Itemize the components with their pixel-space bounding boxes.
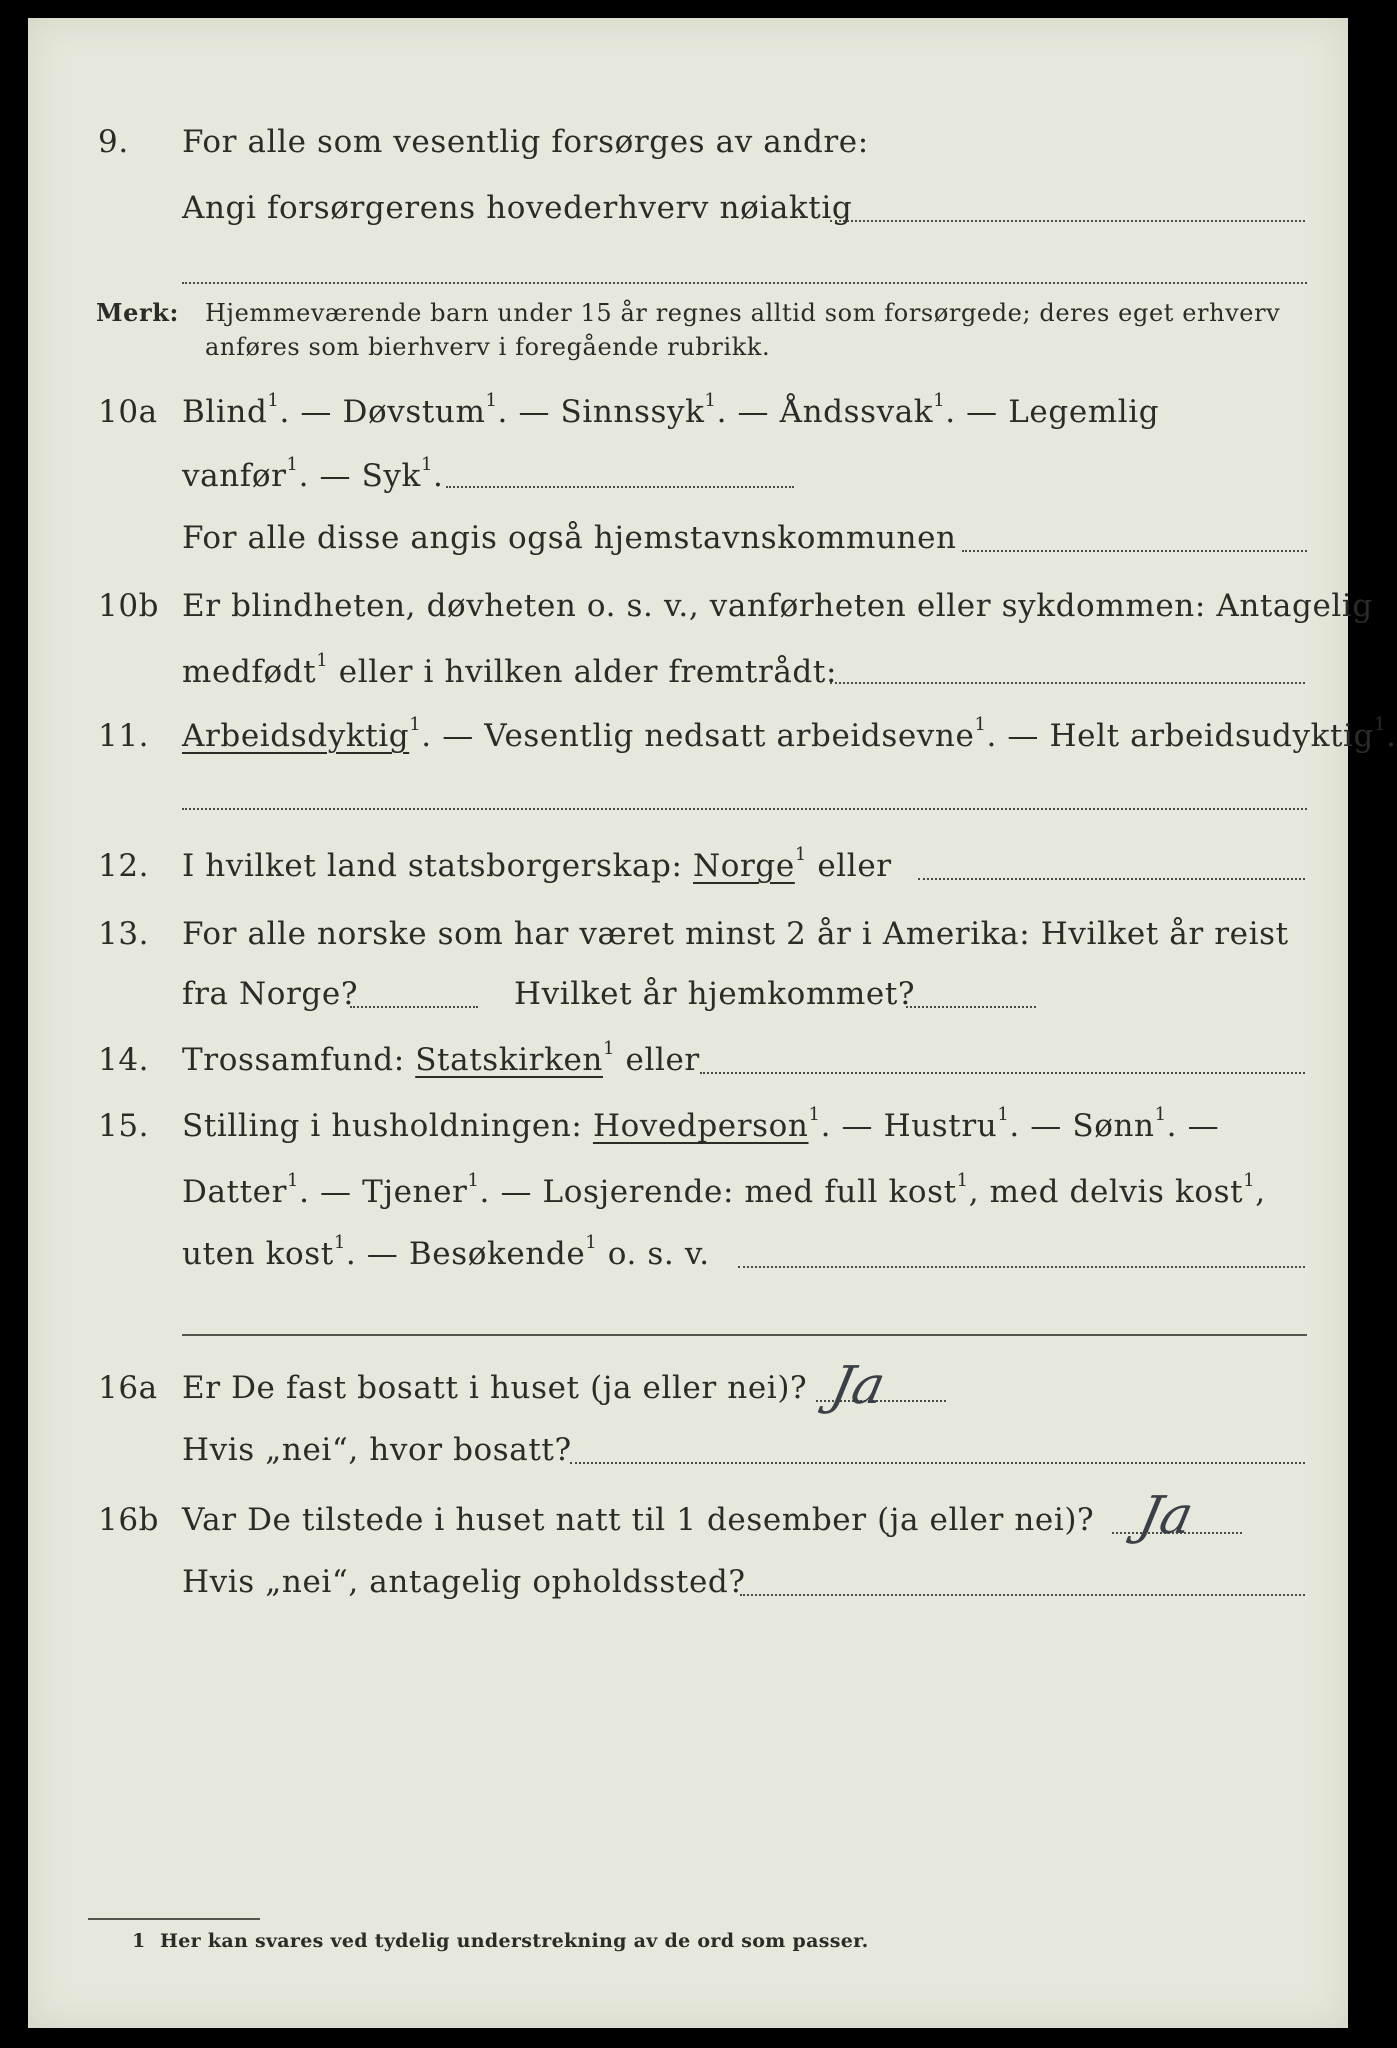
merk-text-2: anføres som bierhverv i foregående rubrikk. xyxy=(205,333,771,361)
q13-left: fra Norge? xyxy=(182,976,359,1012)
q13-line2 xyxy=(0,968,1379,1020)
sup: 1 xyxy=(794,844,807,865)
opt-norge[interactable]: Norge xyxy=(693,848,795,884)
q10a-line1 xyxy=(0,386,1379,438)
sup: 1 xyxy=(1243,1170,1256,1191)
q15-answer-field-2[interactable] xyxy=(182,1334,1307,1336)
opt-statskirken[interactable]: Statskirken xyxy=(415,1042,603,1078)
q10a-options: Blind$^1$. — Døvstum$^1$. — Sinnssyk$^1$. — Åndssvak$^1$. — Legemlig xyxy=(182,390,1160,430)
q9-text: For alle som vesentlig forsørges av andre: xyxy=(182,124,869,160)
dash: — xyxy=(319,458,352,494)
q14-line xyxy=(0,1034,1379,1086)
q15-osv: o. s. v. xyxy=(607,1236,710,1272)
q13-right: Hvilket år hjemkommet? xyxy=(514,976,916,1012)
dash: — xyxy=(1030,1108,1062,1144)
q15-line1 xyxy=(0,1100,1379,1152)
q11-line xyxy=(0,710,1397,762)
sup: 1 xyxy=(933,390,946,411)
q16b-location-field[interactable] xyxy=(740,1594,1305,1596)
q10b-line2 xyxy=(0,646,1379,698)
opt-nedsatt[interactable]: Vesentlig nedsatt arbeidsevne xyxy=(484,718,975,754)
q10a-line3 xyxy=(0,512,1379,564)
opt-hovedperson[interactable]: Hovedperson xyxy=(592,1108,809,1144)
opt-tjener[interactable]: Tjener xyxy=(362,1174,468,1210)
q12-text xyxy=(182,840,892,892)
sup: 1 xyxy=(485,390,498,411)
opt-vanfor[interactable]: vanfør xyxy=(182,458,287,494)
sup: 1 xyxy=(267,390,280,411)
q10a-answer-field[interactable] xyxy=(446,486,794,488)
sup: 1 xyxy=(997,1104,1010,1125)
merk-line2 xyxy=(0,330,1379,382)
opt-legemlig[interactable]: Legemlig xyxy=(1008,394,1160,430)
opt-medfodt[interactable]: medfødt xyxy=(182,654,317,690)
q16b-number: 16b xyxy=(98,1502,160,1538)
sup: 1 xyxy=(585,1232,598,1253)
q10b-text-2 xyxy=(182,646,837,698)
q10a-hometown-field[interactable] xyxy=(962,550,1307,552)
q10a-text-3: For alle disse angis også hjemstavnskommunen xyxy=(182,520,957,556)
q10a-line2 xyxy=(0,450,1379,502)
q16b-text: Var De tilstede i huset natt til 1 desember (ja eller nei)? xyxy=(182,1502,1095,1538)
opt-blind[interactable]: Blind xyxy=(182,394,268,430)
opt-uten-kost[interactable]: uten kost xyxy=(182,1236,334,1272)
q10a-options-2: vanfør$^1$. — Syk$^1$. xyxy=(182,454,444,494)
q15-answer-field[interactable] xyxy=(738,1266,1305,1268)
footnote-mark: 1 xyxy=(132,1930,146,1952)
opt-syk[interactable]: Syk xyxy=(361,458,421,494)
sup: 1 xyxy=(316,650,329,671)
q10b-answer-field[interactable] xyxy=(830,682,1305,684)
opt-andssvak[interactable]: Åndssvak xyxy=(779,394,934,430)
opt-full-kost[interactable]: med full kost xyxy=(744,1174,957,1210)
dash: — xyxy=(518,394,551,430)
q16a-handwritten-answer: Ja xyxy=(825,1356,891,1416)
sup: 1 xyxy=(286,454,299,475)
q9-number: 9. xyxy=(98,124,129,160)
q14-eller: eller xyxy=(625,1042,700,1078)
q16b-handwritten-answer: Ja xyxy=(1133,1486,1199,1546)
sup: 1 xyxy=(974,714,987,735)
opt-datter[interactable]: Datter xyxy=(182,1174,288,1210)
q15-number: 15. xyxy=(98,1108,150,1144)
q15-losjerende: Losjerende: xyxy=(542,1174,735,1210)
q13-text: For alle norske som har været minst 2 år i Amerika: Hvilket år reist xyxy=(182,916,1289,952)
merk-label: Merk: xyxy=(96,298,179,327)
q9-answer-field[interactable] xyxy=(830,220,1305,222)
q12-line xyxy=(0,840,1379,892)
opt-besokende[interactable]: Besøkende xyxy=(408,1236,586,1272)
q12-eller: eller xyxy=(817,848,892,884)
opt-sinnssyk[interactable]: Sinnssyk xyxy=(560,394,705,430)
opt-dovstum[interactable]: Døvstum xyxy=(342,394,486,430)
sup: 1 xyxy=(704,390,717,411)
sup: 1 xyxy=(420,454,433,475)
footnote-rule xyxy=(88,1918,260,1920)
q15-options-3: uten kost$^1$. — Besøkende$^1$ o. s. v. xyxy=(182,1232,710,1272)
q14-text xyxy=(182,1034,700,1086)
merk-text: Hjemmeværende barn under 15 år regnes alltid som forsørgede; deres eget erhverv xyxy=(205,299,1281,327)
q10b-line1 xyxy=(0,580,1379,632)
dash: — xyxy=(320,1174,352,1210)
q16b-text-2: Hvis „nei“, antagelig opholdssted? xyxy=(182,1564,746,1600)
sup: 1 xyxy=(602,1038,616,1059)
q12-number: 12. xyxy=(98,848,150,884)
q12-answer-field[interactable] xyxy=(918,878,1305,880)
q13-year-returned-field[interactable] xyxy=(906,1006,1036,1008)
q16a-line2 xyxy=(0,1424,1379,1476)
dash: — xyxy=(300,394,333,430)
q13-year-left-field[interactable] xyxy=(350,1006,478,1008)
sup: 1 xyxy=(467,1170,480,1191)
dash: — xyxy=(1187,1108,1220,1144)
q13-line1 xyxy=(0,908,1379,960)
dash: — xyxy=(966,394,998,430)
q15-line3 xyxy=(0,1228,1379,1280)
q10b-number: 10b xyxy=(98,588,160,624)
q11-number: 11. xyxy=(98,718,150,754)
q16a-text-2: Hvis „nei“, hvor bosatt? xyxy=(182,1432,572,1468)
q16a-line1 xyxy=(0,1362,1379,1414)
q9-answer-field-2[interactable] xyxy=(182,282,1307,284)
opt-udyktig[interactable]: Helt arbeidsudyktig xyxy=(1049,718,1374,754)
q14-answer-field[interactable] xyxy=(700,1072,1305,1074)
q10a-number: 10a xyxy=(98,394,158,430)
q14-question: Trossamfund: xyxy=(182,1042,405,1078)
sup: 1 xyxy=(808,1104,821,1125)
q11-answer-field[interactable] xyxy=(182,808,1307,810)
dash: — xyxy=(1007,718,1040,754)
q9-text-2: Angi forsørgerens hovederhverv nøiaktig xyxy=(182,190,853,226)
q13-number: 13. xyxy=(98,916,150,952)
sup: 1 xyxy=(333,1232,346,1253)
q9-line1 xyxy=(0,116,1379,168)
footnote-text: Her kan svares ved tydelig understrekning av de ord som passer. xyxy=(160,1930,869,1952)
opt-sonn[interactable]: Sønn xyxy=(1072,1108,1155,1144)
q10b-text: Er blindheten, døvheten o. s. v., vanførheten eller sykdommen: Antagelig xyxy=(182,588,1373,624)
sup: 1 xyxy=(287,1170,300,1191)
sup: 1 xyxy=(956,1170,969,1191)
opt-delvis-kost[interactable]: med delvis kost xyxy=(989,1174,1244,1210)
q16b-line2 xyxy=(0,1556,1379,1608)
q14-number: 14. xyxy=(98,1042,150,1078)
opt-hustru[interactable]: Hustru xyxy=(883,1108,998,1144)
q12-question: I hvilket land statsborgerskap: xyxy=(182,848,683,884)
dash: — xyxy=(366,1236,399,1272)
q16a-number: 16a xyxy=(98,1370,158,1406)
q11-options: Arbeidsdyktig$^1$. — Vesentlig nedsatt arbeidsevne$^1$. — Helt arbeidsudyktig$^1$. xyxy=(182,714,1397,754)
dash: — xyxy=(737,394,770,430)
sup: 1 xyxy=(1154,1104,1167,1125)
sup: 1 xyxy=(1374,714,1387,735)
q16a-text: Er De fast bosatt i huset (ja eller nei)? xyxy=(182,1370,808,1406)
sup: 1 xyxy=(409,714,422,735)
q15-line2 xyxy=(0,1166,1379,1218)
dash: — xyxy=(442,718,474,754)
q16a-address-field[interactable] xyxy=(570,1462,1305,1464)
q15-question: Stilling i husholdningen: xyxy=(182,1108,583,1144)
dash: — xyxy=(500,1174,533,1210)
q15-options-1: Stilling i husholdningen: Hovedperson$^1$. — Hustru$^1$. — Sønn$^1$. — xyxy=(182,1104,1220,1144)
dash: — xyxy=(841,1108,874,1144)
q15-options-2: Datter$^1$. — Tjener$^1$. — Losjerende: med full kost$^1$, med delvis kost$^1$, xyxy=(182,1170,1266,1210)
q9-line2 xyxy=(0,182,1379,234)
q10b-text-2b: eller i hvilken alder fremtrådt: xyxy=(338,654,837,690)
opt-arbeidsdyktig[interactable]: Arbeidsdyktig xyxy=(182,718,410,754)
